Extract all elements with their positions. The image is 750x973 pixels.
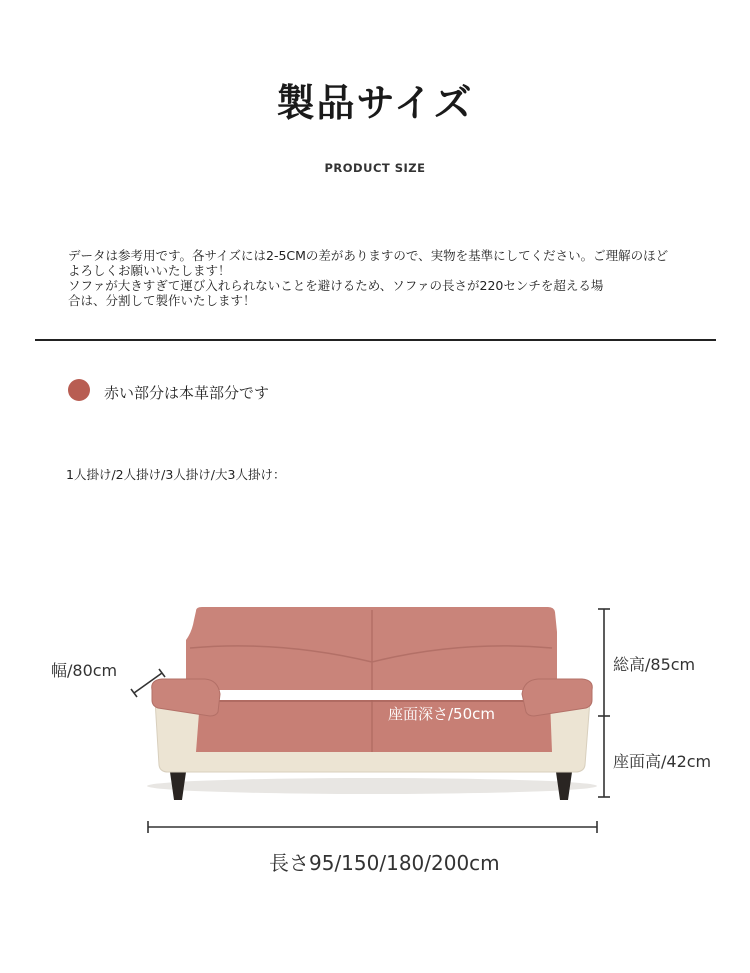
width-dimension-tick (131, 689, 137, 697)
sofa-seat-cushion (196, 700, 552, 752)
page-subtitle: PRODUCT SIZE (324, 161, 426, 175)
width-dimension-tick (159, 669, 165, 677)
seat-depth-label: 座面深さ/50cm (388, 705, 495, 723)
notice-line: よろしくお願いいたします！ (68, 263, 231, 278)
page-title: 製品サイズ (276, 81, 474, 125)
length-label: 長さ95/150/180/200cm (269, 851, 500, 875)
total-height-label: 総高/85cm (613, 655, 696, 674)
seat-models-label: 1人掛け/2人掛け/3人掛け/大3人掛け： (66, 467, 286, 482)
sofa-leg-left (170, 772, 186, 800)
notice-line: データは参考用です。各サイズには2-5CMの差がありますので、実物を基準にしてください。ご理解のほど (68, 248, 669, 263)
leather-legend-text: 赤い部分は本革部分です (104, 384, 270, 402)
sofa-shadow (147, 778, 597, 794)
seat-height-label: 座面高/42cm (613, 752, 712, 771)
notice-line: 合は、分割して製作いたします！ (68, 293, 256, 308)
sofa-leg-right (556, 772, 572, 800)
notice-line: ソファが大きすぎて運び入れられないことを避けるため、ソファの長さが220センチを超える場 (68, 278, 604, 293)
width-label: 幅/80cm (51, 661, 118, 680)
